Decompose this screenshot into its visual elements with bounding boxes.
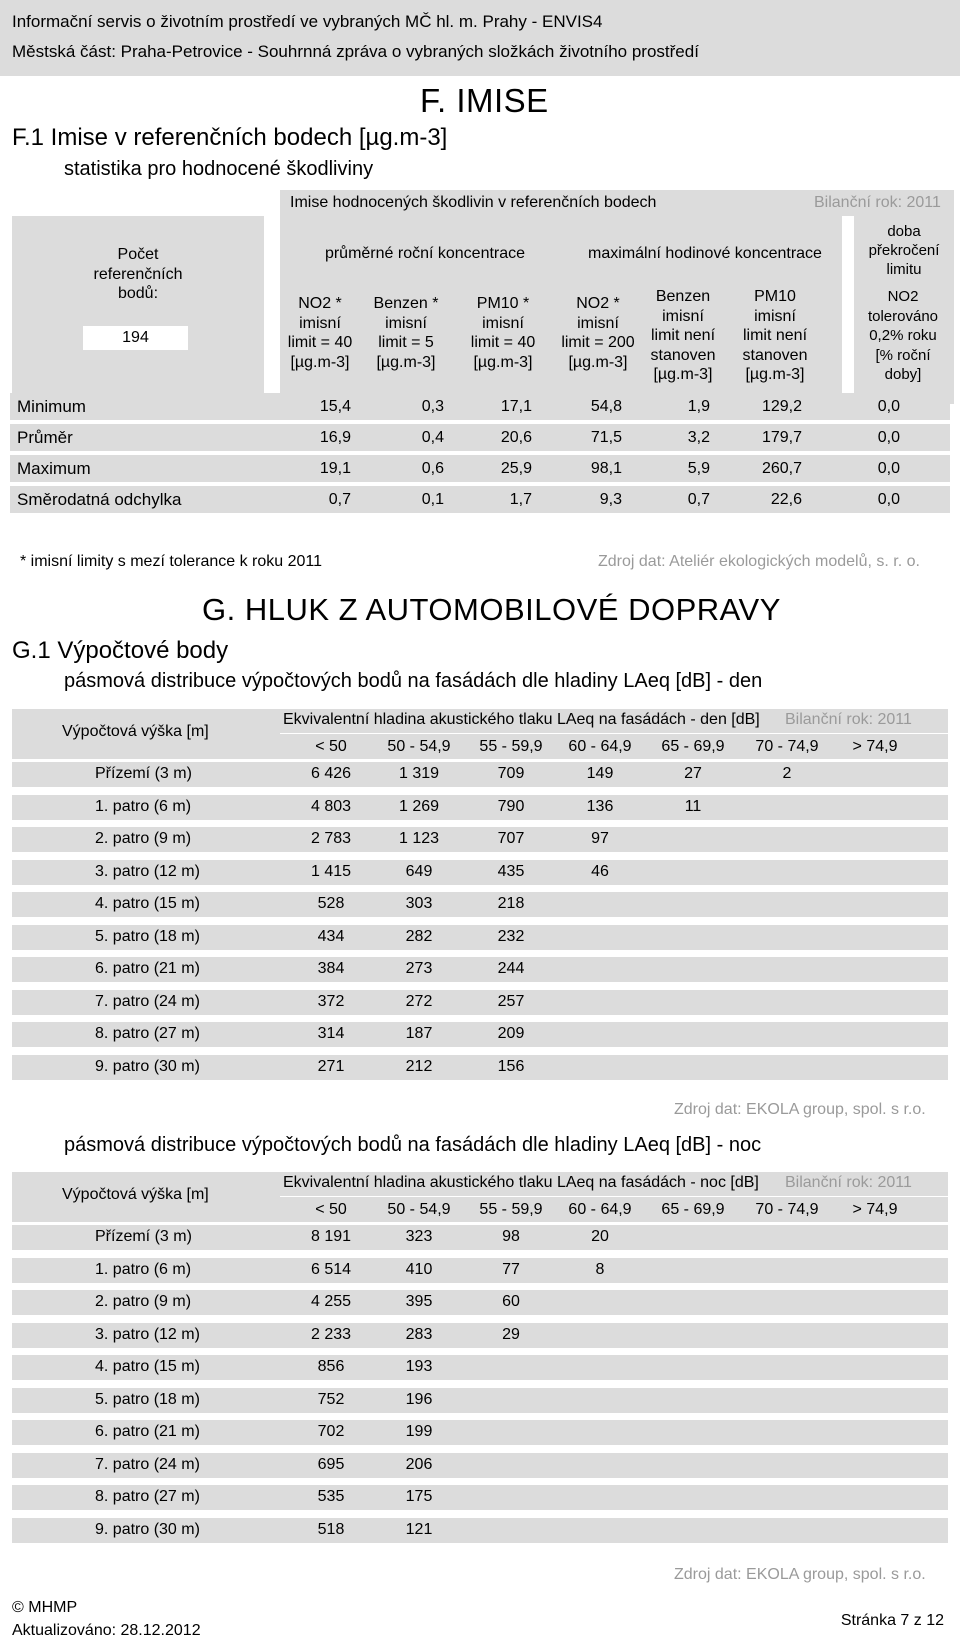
noise-row-value: 707: [497, 830, 525, 847]
noise-row-label: 4. patro (15 m): [95, 1358, 200, 1375]
imise-row-value: 15,4: [319, 398, 351, 415]
noise-range-header: 70 - 74,9: [755, 738, 819, 755]
imise-column-header: [633, 287, 733, 385]
imise-row-value: 0,6: [421, 460, 444, 477]
noise-row-label: 8. patro (27 m): [95, 1025, 200, 1042]
imise-column-header: [270, 294, 370, 372]
imise-column-header-line: limit není: [650, 327, 716, 344]
section-title-imise: F.1 Imise v referenčních bodech [µg.m-3]: [12, 124, 448, 151]
noise-row-value: 2: [782, 765, 792, 782]
imise-column-header-line: limit = 200: [561, 334, 635, 351]
imise-column-header-line: tolerováno: [867, 307, 939, 325]
noise-row-value: 193: [405, 1358, 433, 1375]
noise-row-label: 9. patro (30 m): [95, 1520, 200, 1538]
noise-row-value: 434: [317, 927, 345, 945]
noise-row-value: 314: [317, 1025, 345, 1042]
noise-row-value: 20: [591, 1228, 609, 1245]
group-exceed: [854, 222, 954, 279]
noise-row-value: 649: [405, 862, 433, 880]
noise-row-value: 435: [497, 862, 525, 880]
noise-row-value: 98: [502, 1228, 520, 1245]
page-header: [0, 0, 960, 76]
noise-row-value: 4 255: [310, 1293, 352, 1310]
noise-row-value: 384: [317, 960, 345, 977]
imise-column-header-line: [µg.m-3]: [653, 366, 713, 383]
noise-row-value: 232: [497, 927, 525, 945]
imise-row-value: 54,8: [590, 398, 622, 415]
noise-row-value: 528: [317, 895, 345, 912]
imise-row-value: 129,2: [761, 398, 802, 415]
noise-row-value: 695: [317, 1455, 345, 1473]
imise-row-value: 260,7: [761, 460, 802, 477]
imise-row-value: 0,1: [421, 491, 444, 508]
noise-row-value: 283: [405, 1325, 433, 1343]
imise-column-header-line: imisní: [754, 307, 796, 325]
imise-column-header-line: imisní: [385, 314, 427, 332]
imise-column-header-line: [µg.m-3]: [376, 353, 436, 371]
noise-table-title: Ekvivalentní hladina akustického tlaku LAeq na fasádách - noc [dB]: [283, 1174, 759, 1191]
noise-row-label: 7. patro (24 m): [95, 992, 200, 1010]
noise-row-label: Přízemí (3 m): [95, 1228, 192, 1245]
noise-row-value: 11: [684, 797, 702, 815]
noise-row-value: 212: [405, 1057, 433, 1075]
imise-row-value: 0,4: [421, 429, 444, 446]
imise-column-header-line: stanoven: [742, 346, 808, 364]
noise-row-label: 7. patro (24 m): [95, 1455, 200, 1473]
noise-row-label: 3. patro (12 m): [95, 862, 200, 880]
imise-column-header-line: imisní: [482, 314, 524, 332]
imise-footnote: * imisní limity s mezí tolerance k roku 2011: [20, 553, 323, 570]
imise-column-header-line: 0,2% roku: [869, 327, 937, 344]
noise-row-value: 6 514: [310, 1260, 352, 1278]
noise-row-value: 257: [497, 992, 525, 1010]
points-count: 194: [83, 326, 188, 350]
imise-row-value: 0,0: [877, 491, 900, 508]
imise-source: Zdroj dat: Ateliér ekologických modelů, s. r. o.: [598, 553, 920, 570]
imise-row-value: 71,5: [590, 429, 622, 446]
imise-row-value: 0,0: [877, 398, 900, 415]
imise-column-header-line: PM10: [754, 288, 796, 305]
imise-table-title: Imise hodnocených škodlivin v referenčních bodech: [290, 194, 657, 211]
noise-year: Bilanční rok: 2011: [785, 1174, 912, 1191]
noise-row-value: 1 415: [310, 862, 352, 880]
imise-row-label: Maximum: [17, 459, 91, 478]
noise-row-value: 2 233: [310, 1325, 352, 1343]
imise-column-header-line: [µg.m-3]: [290, 353, 350, 371]
footer-page-number: Stránka 7 z 12: [840, 1612, 944, 1629]
noise-row-label: 3. patro (12 m): [95, 1325, 200, 1343]
imise-row-value: 25,9: [500, 460, 532, 477]
night-source: Zdroj dat: EKOLA group, spol. s r.o.: [674, 1566, 926, 1583]
noise-row-value: 1 319: [398, 765, 440, 782]
noise-range-header: < 50: [315, 1201, 347, 1218]
imise-row-value: 0,0: [877, 429, 900, 446]
group-exceed-line: doba: [887, 223, 921, 240]
noise-range-header: 60 - 64,9: [568, 738, 632, 755]
noise-row-value: 272: [405, 992, 433, 1010]
noise-row-value: 97: [591, 830, 609, 847]
imise-column-header-line: imisní: [577, 314, 619, 332]
noise-row-value: 1 269: [398, 797, 440, 815]
section-title-hluk: G.1 Výpočtové body: [12, 637, 229, 664]
noise-row-value: 149: [586, 765, 614, 782]
noise-row-value: 752: [317, 1390, 345, 1408]
noise-header-divider: [280, 1196, 948, 1197]
imise-column-header-line: NO2 *: [576, 295, 620, 312]
imise-column-header-line: NO2 *: [298, 295, 342, 312]
noise-row-value: 6 426: [310, 765, 352, 782]
imise-column-header-line: [µg.m-3]: [473, 353, 533, 371]
noise-row-label: 2. patro (9 m): [95, 1293, 192, 1310]
points-label-line: Počet: [117, 246, 159, 263]
noise-row-label: 6. patro (21 m): [95, 1423, 200, 1440]
imise-row-value: 0,7: [328, 491, 351, 508]
footer-copyright: © MHMP: [12, 1599, 78, 1616]
imise-column-header-line: limit = 40: [287, 334, 353, 351]
noise-row-value: 77: [502, 1260, 520, 1278]
imise-row-value: 9,3: [599, 491, 622, 508]
noise-year: Bilanční rok: 2011: [785, 711, 912, 728]
imise-row-value: 16,9: [319, 429, 351, 446]
chapter-title-imise: F. IMISE: [420, 82, 549, 119]
imise-row-value: 3,2: [687, 429, 710, 446]
header-subtitle: Městská část: Praha-Petrovice - Souhrnná zpráva o vybraných složkách životního prostředí: [12, 42, 699, 61]
imise-column-header-line: imisní: [299, 314, 341, 332]
imise-column-header: [725, 287, 825, 385]
header-title: Informační servis o životním prostředí ve vybraných MČ hl. m. Prahy - ENVIS4: [12, 12, 603, 31]
noise-row-value: 790: [497, 797, 525, 815]
imise-column-header: [356, 294, 456, 372]
imise-row-value: 0,7: [687, 491, 710, 508]
imise-column-header-line: limit = 5: [378, 334, 434, 351]
noise-header-divider: [280, 733, 948, 734]
noise-row-value: 121: [405, 1520, 433, 1538]
imise-row-value: 1,7: [509, 491, 532, 508]
noise-row-value: 372: [317, 992, 345, 1010]
footer-updated: Aktualizováno: 28.12.2012: [12, 1622, 201, 1639]
noise-range-header: < 50: [315, 738, 347, 755]
noise-row-value: 323: [405, 1228, 433, 1245]
points-label-line: referenčních: [93, 265, 183, 283]
noise-row-label: 1. patro (6 m): [95, 1260, 192, 1278]
imise-row-value: 98,1: [590, 460, 622, 477]
imise-row-label: Průměr: [17, 428, 73, 447]
noise-row-label: 9. patro (30 m): [95, 1057, 200, 1075]
noise-row-label: 6. patro (21 m): [95, 960, 200, 977]
imise-column-header-line: doby]: [884, 366, 922, 383]
imise-column-header-line: Benzen: [655, 288, 711, 305]
noise-range-header: 50 - 54,9: [387, 1201, 451, 1218]
noise-row-value: 46: [591, 862, 609, 880]
imise-column-header: [453, 294, 553, 372]
imise-row-value: 0,3: [421, 398, 444, 415]
noise-row-value: 136: [586, 797, 614, 815]
noise-row-label: 5. patro (18 m): [95, 1390, 200, 1408]
night-subtitle: pásmová distribuce výpočtových bodů na fasádách dle hladiny LAeq [dB] - noc: [64, 1134, 762, 1156]
noise-row-label: 4. patro (15 m): [95, 895, 200, 912]
chapter-title-hluk: G. HLUK Z AUTOMOBILOVÉ DOPRAVY: [202, 592, 781, 627]
imise-column-header-line: Benzen *: [373, 295, 439, 312]
imise-column-header-line: stanoven: [650, 346, 716, 364]
group-hourly: maximální hodinové koncentrace: [588, 245, 822, 262]
noise-row-label: Přízemí (3 m): [95, 765, 192, 782]
noise-row-value: 273: [405, 960, 433, 977]
noise-row-label: 1. patro (6 m): [95, 797, 192, 815]
imise-column-header-line: NO2: [887, 288, 919, 305]
imise-row-value: 179,7: [761, 429, 802, 446]
noise-row-value: 518: [317, 1520, 345, 1538]
noise-row-label: 2. patro (9 m): [95, 830, 192, 847]
noise-row-value: 410: [405, 1260, 433, 1278]
imise-year: Bilanční rok: 2011: [814, 194, 941, 211]
points-label: [12, 245, 264, 304]
noise-row-value: 199: [405, 1423, 433, 1440]
noise-row-value: 244: [497, 960, 525, 977]
noise-row-value: 4 803: [310, 797, 352, 815]
noise-row-value: 303: [405, 895, 433, 912]
noise-row-value: 709: [497, 765, 525, 782]
noise-range-header: 65 - 69,9: [661, 738, 725, 755]
noise-row-value: 175: [405, 1488, 433, 1505]
noise-row-label: 5. patro (18 m): [95, 927, 200, 945]
imise-row-value: 1,9: [687, 398, 710, 415]
noise-row-value: 196: [405, 1390, 433, 1408]
section-subtitle-imise: statistika pro hodnocené škodliviny: [64, 158, 374, 180]
noise-row-value: 156: [497, 1057, 525, 1075]
height-header: Výpočtová výška [m]: [62, 1186, 209, 1203]
noise-row-value: 8 191: [310, 1228, 352, 1245]
imise-column-header-line: imisní: [662, 307, 704, 325]
noise-row-value: 8: [595, 1260, 605, 1278]
noise-range-header: 65 - 69,9: [661, 1201, 725, 1218]
imise-row-value: 0,0: [877, 460, 900, 477]
noise-range-header: 50 - 54,9: [387, 738, 451, 755]
noise-range-header: > 74,9: [852, 1201, 898, 1218]
points-label-line: bodů:: [117, 285, 159, 302]
noise-row-value: 209: [497, 1025, 525, 1042]
noise-row-value: 187: [405, 1025, 433, 1042]
noise-range-header: 60 - 64,9: [568, 1201, 632, 1218]
noise-row-value: 856: [317, 1358, 345, 1375]
noise-row-value: 206: [405, 1455, 433, 1473]
noise-range-header: > 74,9: [852, 738, 898, 755]
height-header: Výpočtová výška [m]: [62, 723, 209, 740]
day-source: Zdroj dat: EKOLA group, spol. s r.o.: [674, 1101, 926, 1118]
noise-row-value: 218: [497, 895, 525, 912]
imise-row-value: 17,1: [500, 398, 532, 415]
imise-column-header-line: limit = 40: [470, 334, 536, 351]
imise-column-header-line: PM10 *: [476, 295, 530, 312]
imise-column-header-line: [% roční: [875, 346, 931, 364]
imise-column-header-line: [µg.m-3]: [568, 353, 628, 371]
noise-row-value: 395: [405, 1293, 433, 1310]
imise-row-label: Minimum: [17, 397, 86, 416]
group-exceed-line: překročení: [868, 242, 940, 259]
noise-row-value: 60: [502, 1293, 520, 1310]
group-exceed-line: limitu: [886, 261, 922, 278]
imise-row-value: 20,6: [500, 429, 532, 446]
noise-row-value: 27: [684, 765, 702, 782]
imise-row-value: 19,1: [319, 460, 351, 477]
noise-row-value: 2 783: [310, 830, 352, 847]
group-annual: průměrné roční koncentrace: [324, 245, 526, 262]
noise-row-value: 702: [317, 1423, 345, 1440]
imise-column-header-line: limit není: [742, 327, 808, 344]
noise-row-label: 8. patro (27 m): [95, 1488, 200, 1505]
noise-table-title: Ekvivalentní hladina akustického tlaku LAeq na fasádách - den [dB]: [283, 711, 760, 728]
noise-range-header: 55 - 59,9: [479, 738, 543, 755]
noise-range-header: 55 - 59,9: [479, 1201, 543, 1218]
noise-row-value: 271: [317, 1057, 345, 1075]
noise-row-value: 29: [502, 1325, 520, 1343]
imise-row-value: 5,9: [687, 460, 710, 477]
imise-column-header: [853, 287, 953, 385]
noise-range-header: 70 - 74,9: [755, 1201, 819, 1218]
imise-row-label: Směrodatná odchylka: [17, 490, 182, 509]
day-subtitle: pásmová distribuce výpočtových bodů na fasádách dle hladiny LAeq [dB] - den: [64, 670, 763, 692]
imise-column-header-line: [µg.m-3]: [745, 366, 805, 383]
noise-row-value: 535: [317, 1488, 345, 1505]
imise-row-value: 22,6: [770, 491, 802, 508]
noise-row-value: 282: [405, 927, 433, 945]
noise-row-value: 1 123: [398, 830, 440, 847]
